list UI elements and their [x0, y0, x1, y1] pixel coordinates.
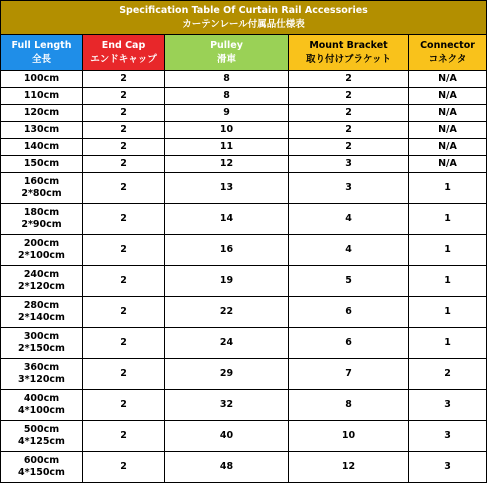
- cell-mount-bracket: 7: [289, 359, 409, 390]
- length-split: 4*150cm: [18, 467, 65, 478]
- cell-mount-bracket: 6: [289, 297, 409, 328]
- cell-mount-bracket: 6: [289, 328, 409, 359]
- table-row: [1, 328, 487, 359]
- cell-full-length: [1, 88, 83, 105]
- header-row: [1, 35, 487, 71]
- cell-mount-bracket: 10: [289, 421, 409, 452]
- cell-connector: N/A: [409, 71, 487, 88]
- length-total: 120cm: [23, 107, 60, 118]
- cell-mount-bracket: 2: [289, 139, 409, 156]
- cell-pulley: 16: [165, 235, 289, 266]
- table-row: [1, 266, 487, 297]
- table-row: [1, 235, 487, 266]
- header-full-length: [1, 35, 83, 71]
- cell-full-length: [1, 297, 83, 328]
- cell-mount-bracket: 2: [289, 88, 409, 105]
- cell-pulley: 22: [165, 297, 289, 328]
- cell-end-cap: 2: [83, 139, 165, 156]
- cell-mount-bracket: 3: [289, 156, 409, 173]
- cell-full-length: [1, 139, 83, 156]
- cell-end-cap: 2: [83, 328, 165, 359]
- cell-connector: N/A: [409, 139, 487, 156]
- cell-connector: 3: [409, 452, 487, 483]
- cell-full-length: [1, 204, 83, 235]
- cell-end-cap: 2: [83, 390, 165, 421]
- length-total: 360cm: [23, 362, 60, 373]
- table-title-cell: [1, 1, 487, 35]
- cell-pulley: 24: [165, 328, 289, 359]
- header-mount-bracket: [289, 35, 409, 71]
- table-row: [1, 105, 487, 122]
- cell-full-length: [1, 359, 83, 390]
- cell-pulley: 12: [165, 156, 289, 173]
- header-label-en: Pulley: [210, 39, 243, 51]
- cell-end-cap: 2: [83, 122, 165, 139]
- table-row: [1, 173, 487, 204]
- cell-mount-bracket: 2: [289, 71, 409, 88]
- cell-full-length: [1, 266, 83, 297]
- length-total: 500cm: [23, 424, 60, 435]
- length-total: 400cm: [23, 393, 60, 404]
- table-row: [1, 359, 487, 390]
- cell-connector: 2: [409, 359, 487, 390]
- cell-pulley: 8: [165, 71, 289, 88]
- cell-pulley: 9: [165, 105, 289, 122]
- cell-end-cap: 2: [83, 235, 165, 266]
- cell-pulley: 29: [165, 359, 289, 390]
- cell-connector: 1: [409, 235, 487, 266]
- cell-pulley: 13: [165, 173, 289, 204]
- length-total: 200cm: [23, 238, 60, 249]
- table-row: [1, 139, 487, 156]
- header-label-jp: 取り付けブラケット: [305, 53, 392, 65]
- cell-connector: 1: [409, 328, 487, 359]
- cell-connector: 1: [409, 266, 487, 297]
- cell-end-cap: 2: [83, 156, 165, 173]
- cell-pulley: 40: [165, 421, 289, 452]
- length-total: 600cm: [23, 455, 60, 466]
- cell-mount-bracket: 12: [289, 452, 409, 483]
- cell-full-length: [1, 173, 83, 204]
- cell-mount-bracket: 4: [289, 235, 409, 266]
- length-split: 2*90cm: [21, 219, 62, 230]
- title-row: [1, 1, 487, 35]
- table-row: [1, 71, 487, 88]
- length-total: 180cm: [23, 207, 60, 218]
- cell-full-length: [1, 71, 83, 88]
- cell-full-length: [1, 390, 83, 421]
- header-label-jp: コネクタ: [428, 53, 467, 65]
- length-total: 110cm: [23, 90, 60, 101]
- cell-end-cap: 2: [83, 421, 165, 452]
- cell-connector: 1: [409, 173, 487, 204]
- cell-mount-bracket: 2: [289, 122, 409, 139]
- cell-end-cap: 2: [83, 359, 165, 390]
- cell-full-length: [1, 235, 83, 266]
- length-split: 4*125cm: [18, 436, 65, 447]
- cell-pulley: 48: [165, 452, 289, 483]
- length-split: 4*100cm: [18, 405, 65, 416]
- header-label-en: End Cap: [101, 39, 146, 51]
- length-split: 2*120cm: [18, 281, 65, 292]
- table-row: [1, 156, 487, 173]
- cell-connector: 3: [409, 390, 487, 421]
- header-pulley: [165, 35, 289, 71]
- cell-connector: 3: [409, 421, 487, 452]
- cell-end-cap: 2: [83, 297, 165, 328]
- length-split: 2*100cm: [18, 250, 65, 261]
- table-subtitle: カーテンレール付属品仕様表: [182, 18, 305, 30]
- header-label-en: Full Length: [11, 39, 72, 51]
- cell-full-length: [1, 452, 83, 483]
- table-row: [1, 297, 487, 328]
- length-split: 2*150cm: [18, 343, 65, 354]
- length-total: 100cm: [23, 73, 60, 84]
- table-row: [1, 452, 487, 483]
- header-label-jp: 滑車: [216, 53, 236, 65]
- cell-pulley: 11: [165, 139, 289, 156]
- header-label-jp: 全長: [31, 53, 51, 65]
- length-total: 300cm: [23, 331, 60, 342]
- cell-pulley: 19: [165, 266, 289, 297]
- table-row: [1, 88, 487, 105]
- cell-connector: N/A: [409, 156, 487, 173]
- cell-full-length: [1, 156, 83, 173]
- cell-full-length: [1, 328, 83, 359]
- cell-mount-bracket: 5: [289, 266, 409, 297]
- cell-mount-bracket: 2: [289, 105, 409, 122]
- cell-end-cap: 2: [83, 204, 165, 235]
- cell-end-cap: 2: [83, 452, 165, 483]
- cell-connector: N/A: [409, 122, 487, 139]
- cell-pulley: 32: [165, 390, 289, 421]
- header-label-en: Mount Bracket: [309, 39, 388, 51]
- cell-full-length: [1, 105, 83, 122]
- cell-end-cap: 2: [83, 105, 165, 122]
- cell-full-length: [1, 122, 83, 139]
- table-row: [1, 122, 487, 139]
- cell-pulley: 8: [165, 88, 289, 105]
- cell-pulley: 10: [165, 122, 289, 139]
- header-end-cap: [83, 35, 165, 71]
- cell-full-length: [1, 421, 83, 452]
- cell-connector: N/A: [409, 88, 487, 105]
- cell-end-cap: 2: [83, 88, 165, 105]
- length-total: 240cm: [23, 269, 60, 280]
- length-total: 160cm: [23, 176, 60, 187]
- header-label-en: Connector: [420, 39, 475, 51]
- cell-end-cap: 2: [83, 173, 165, 204]
- length-split: 3*120cm: [18, 374, 65, 385]
- table-row: [1, 390, 487, 421]
- cell-connector: N/A: [409, 105, 487, 122]
- header-label-jp: エンドキャップ: [90, 53, 157, 65]
- cell-connector: 1: [409, 297, 487, 328]
- length-split: 2*80cm: [21, 188, 62, 199]
- length-total: 280cm: [23, 300, 60, 311]
- cell-end-cap: 2: [83, 266, 165, 297]
- length-total: 130cm: [23, 124, 60, 135]
- length-total: 140cm: [23, 141, 60, 152]
- table-row: [1, 204, 487, 235]
- cell-mount-bracket: 4: [289, 204, 409, 235]
- header-connector: [409, 35, 487, 71]
- cell-connector: 1: [409, 204, 487, 235]
- table-row: [1, 421, 487, 452]
- cell-pulley: 14: [165, 204, 289, 235]
- length-total: 150cm: [23, 158, 60, 169]
- cell-mount-bracket: 3: [289, 173, 409, 204]
- table-title: Specification Table Of Curtain Rail Accessories: [119, 4, 368, 16]
- cell-mount-bracket: 8: [289, 390, 409, 421]
- cell-end-cap: 2: [83, 71, 165, 88]
- length-split: 2*140cm: [18, 312, 65, 323]
